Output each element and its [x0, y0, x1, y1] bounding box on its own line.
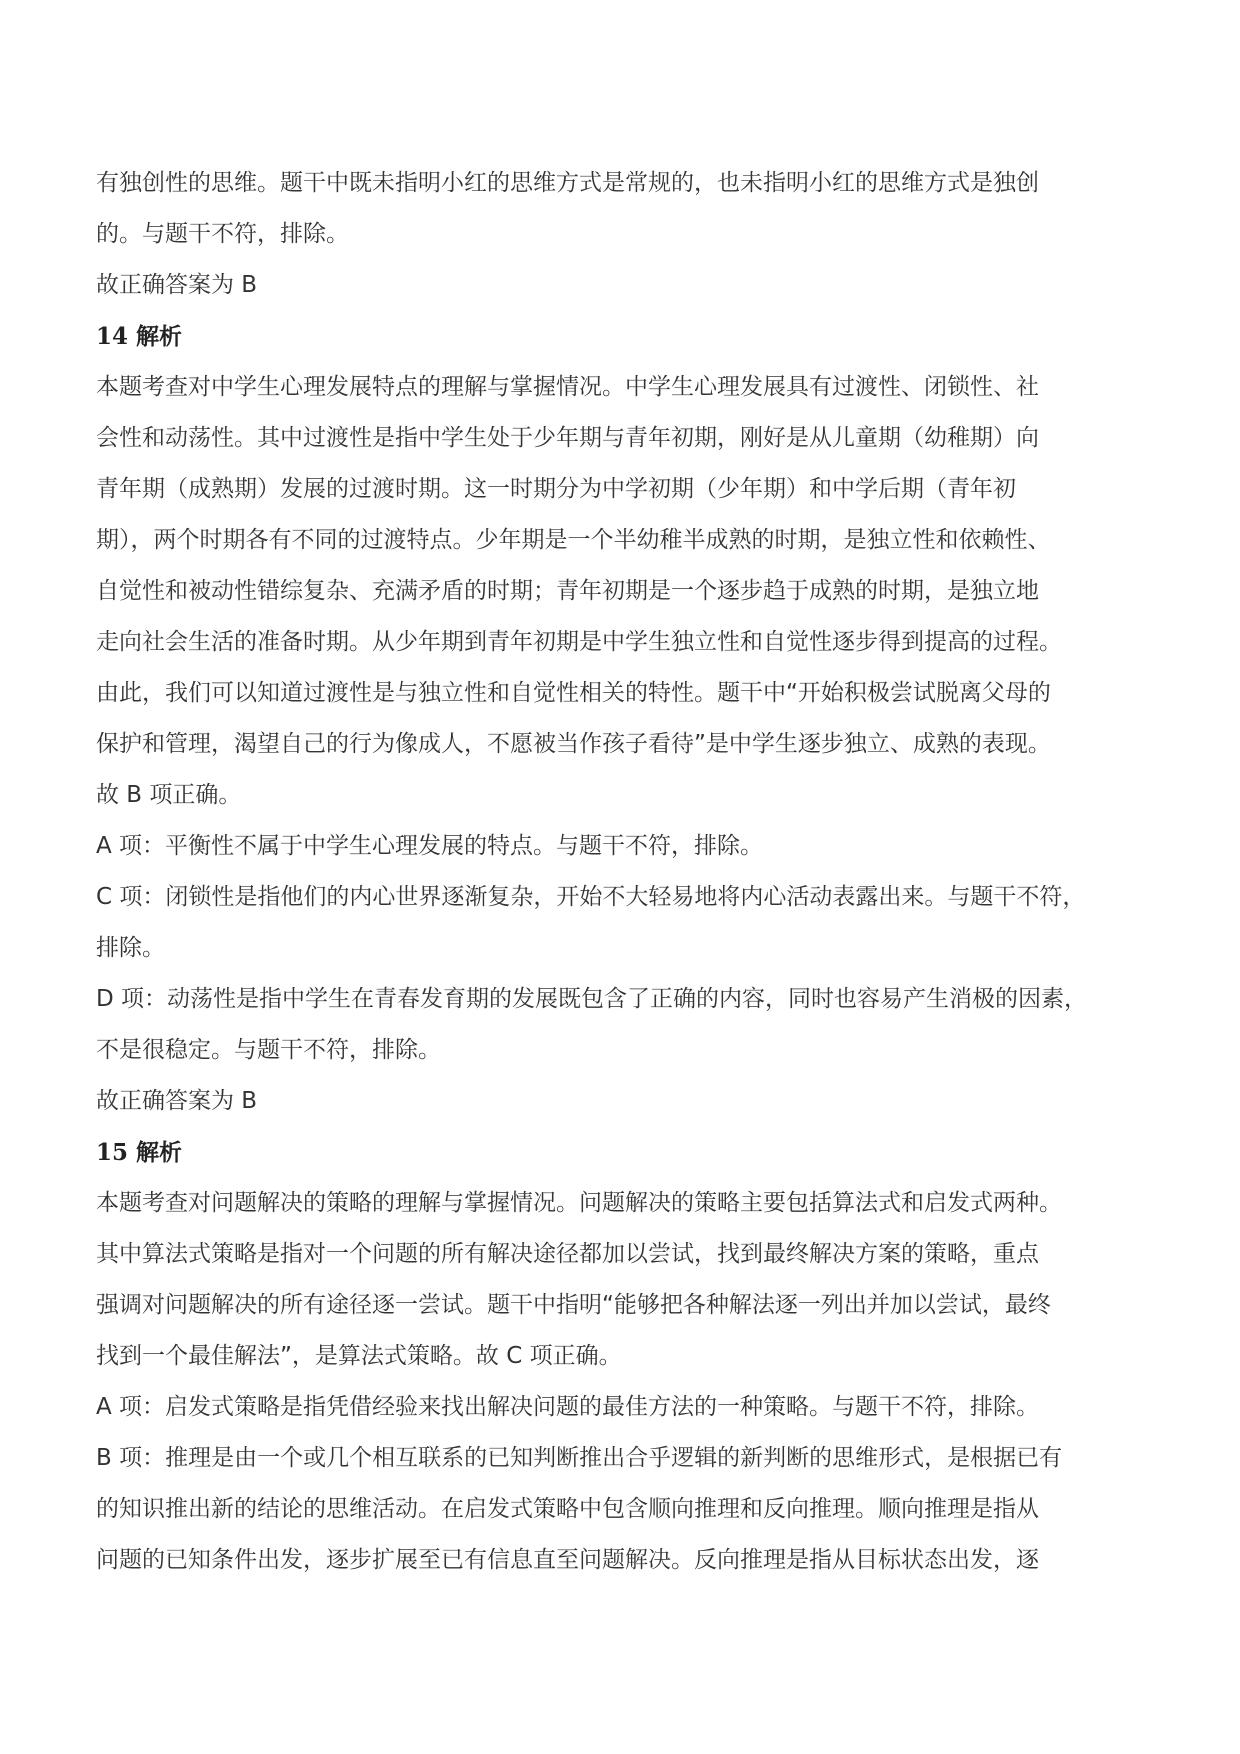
text-line: 不是很稳定。与题干不符，排除。: [96, 1037, 441, 1063]
text-line: 自觉性和被动性错综复杂、充满矛盾的时期；青年初期是一个逐步趋于成熟的时期，是独立地: [96, 578, 1039, 604]
text-line: 由此，我们可以知道过渡性是与独立性和自觉性相关的特性。题干中“开始积极尝试脱离父母的: [96, 680, 1051, 706]
text-line: 期），两个时期各有不同的过渡特点。少年期是一个半幼稚半成熟的时期，是独立性和依赖性、: [96, 527, 1051, 553]
text-line: 故 B 项正确。: [96, 782, 242, 808]
document-body: [96, 158, 1176, 1586]
text-line: A 项：启发式策略是指凭借经验来找出解决问题的最佳方法的一种策略。与题干不符，排除。: [96, 1394, 1040, 1420]
text-line: 的知识推出新的结论的思维活动。在启发式策略中包含顺向推理和反向推理。顺向推理是指从: [96, 1496, 1039, 1522]
text-line: 走向社会生活的准备时期。从少年期到青年初期是中学生独立性和自觉性逐步得到提高的过程。: [96, 629, 1062, 655]
text-line: 青年期（成熟期）发展的过渡时期。这一时期分为中学初期（少年期）和中学后期（青年初: [96, 476, 1016, 502]
text-line: D 项：动荡性是指中学生在青春发育期的发展既包含了正确的内容，同时也容易产生消极的因素，: [96, 986, 1088, 1012]
text-line: 找到一个最佳解法”，是算法式策略。故 C 项正确。: [96, 1343, 622, 1369]
text-line: 会性和动荡性。其中过渡性是指中学生处于少年期与青年初期，刚好是从儿童期（幼稚期）向: [96, 425, 1039, 451]
text-line: 故正确答案为 B: [96, 272, 258, 298]
text-line: 保护和管理，渴望自己的行为像成人，不愿被当作孩子看待”是中学生逐步独立、成熟的表现。: [96, 731, 1051, 757]
text-line: 故正确答案为 B: [96, 1088, 258, 1114]
text-line: B 项：推理是由一个或几个相互联系的已知判断推出合乎逻辑的新判断的思维形式，是根据已有: [96, 1445, 1063, 1471]
text-line: 排除。: [96, 935, 165, 961]
text-line: 有独创性的思维。题干中既未指明小红的思维方式是常规的，也未指明小红的思维方式是独创: [96, 170, 1039, 196]
text-line: 的。与题干不符，排除。: [96, 221, 349, 247]
section-heading: 14 解析: [96, 323, 183, 350]
text-line: 问题的已知条件出发，逐步扩展至已有信息直至问题解决。反向推理是指从目标状态出发，逐: [96, 1547, 1039, 1573]
text-line: 本题考查对问题解决的策略的理解与掌握情况。问题解决的策略主要包括算法式和启发式两种。: [96, 1190, 1062, 1216]
section-heading: 15 解析: [96, 1139, 183, 1166]
text-line: A 项：平衡性不属于中学生心理发展的特点。与题干不符，排除。: [96, 833, 764, 859]
text-line: 强调对问题解决的所有途径逐一尝试。题干中指明“能够把各种解法逐一列出并加以尝试，最终: [96, 1292, 1051, 1318]
text-line: 其中算法式策略是指对一个问题的所有解决途径都加以尝试，找到最终解决方案的策略，重点: [96, 1241, 1039, 1267]
text-line: 本题考查对中学生心理发展特点的理解与掌握情况。中学生心理发展具有过渡性、闭锁性、社: [96, 374, 1039, 400]
text-line: C 项：闭锁性是指他们的内心世界逐渐复杂，开始不大轻易地将内心活动表露出来。与题干不符，: [96, 884, 1086, 910]
